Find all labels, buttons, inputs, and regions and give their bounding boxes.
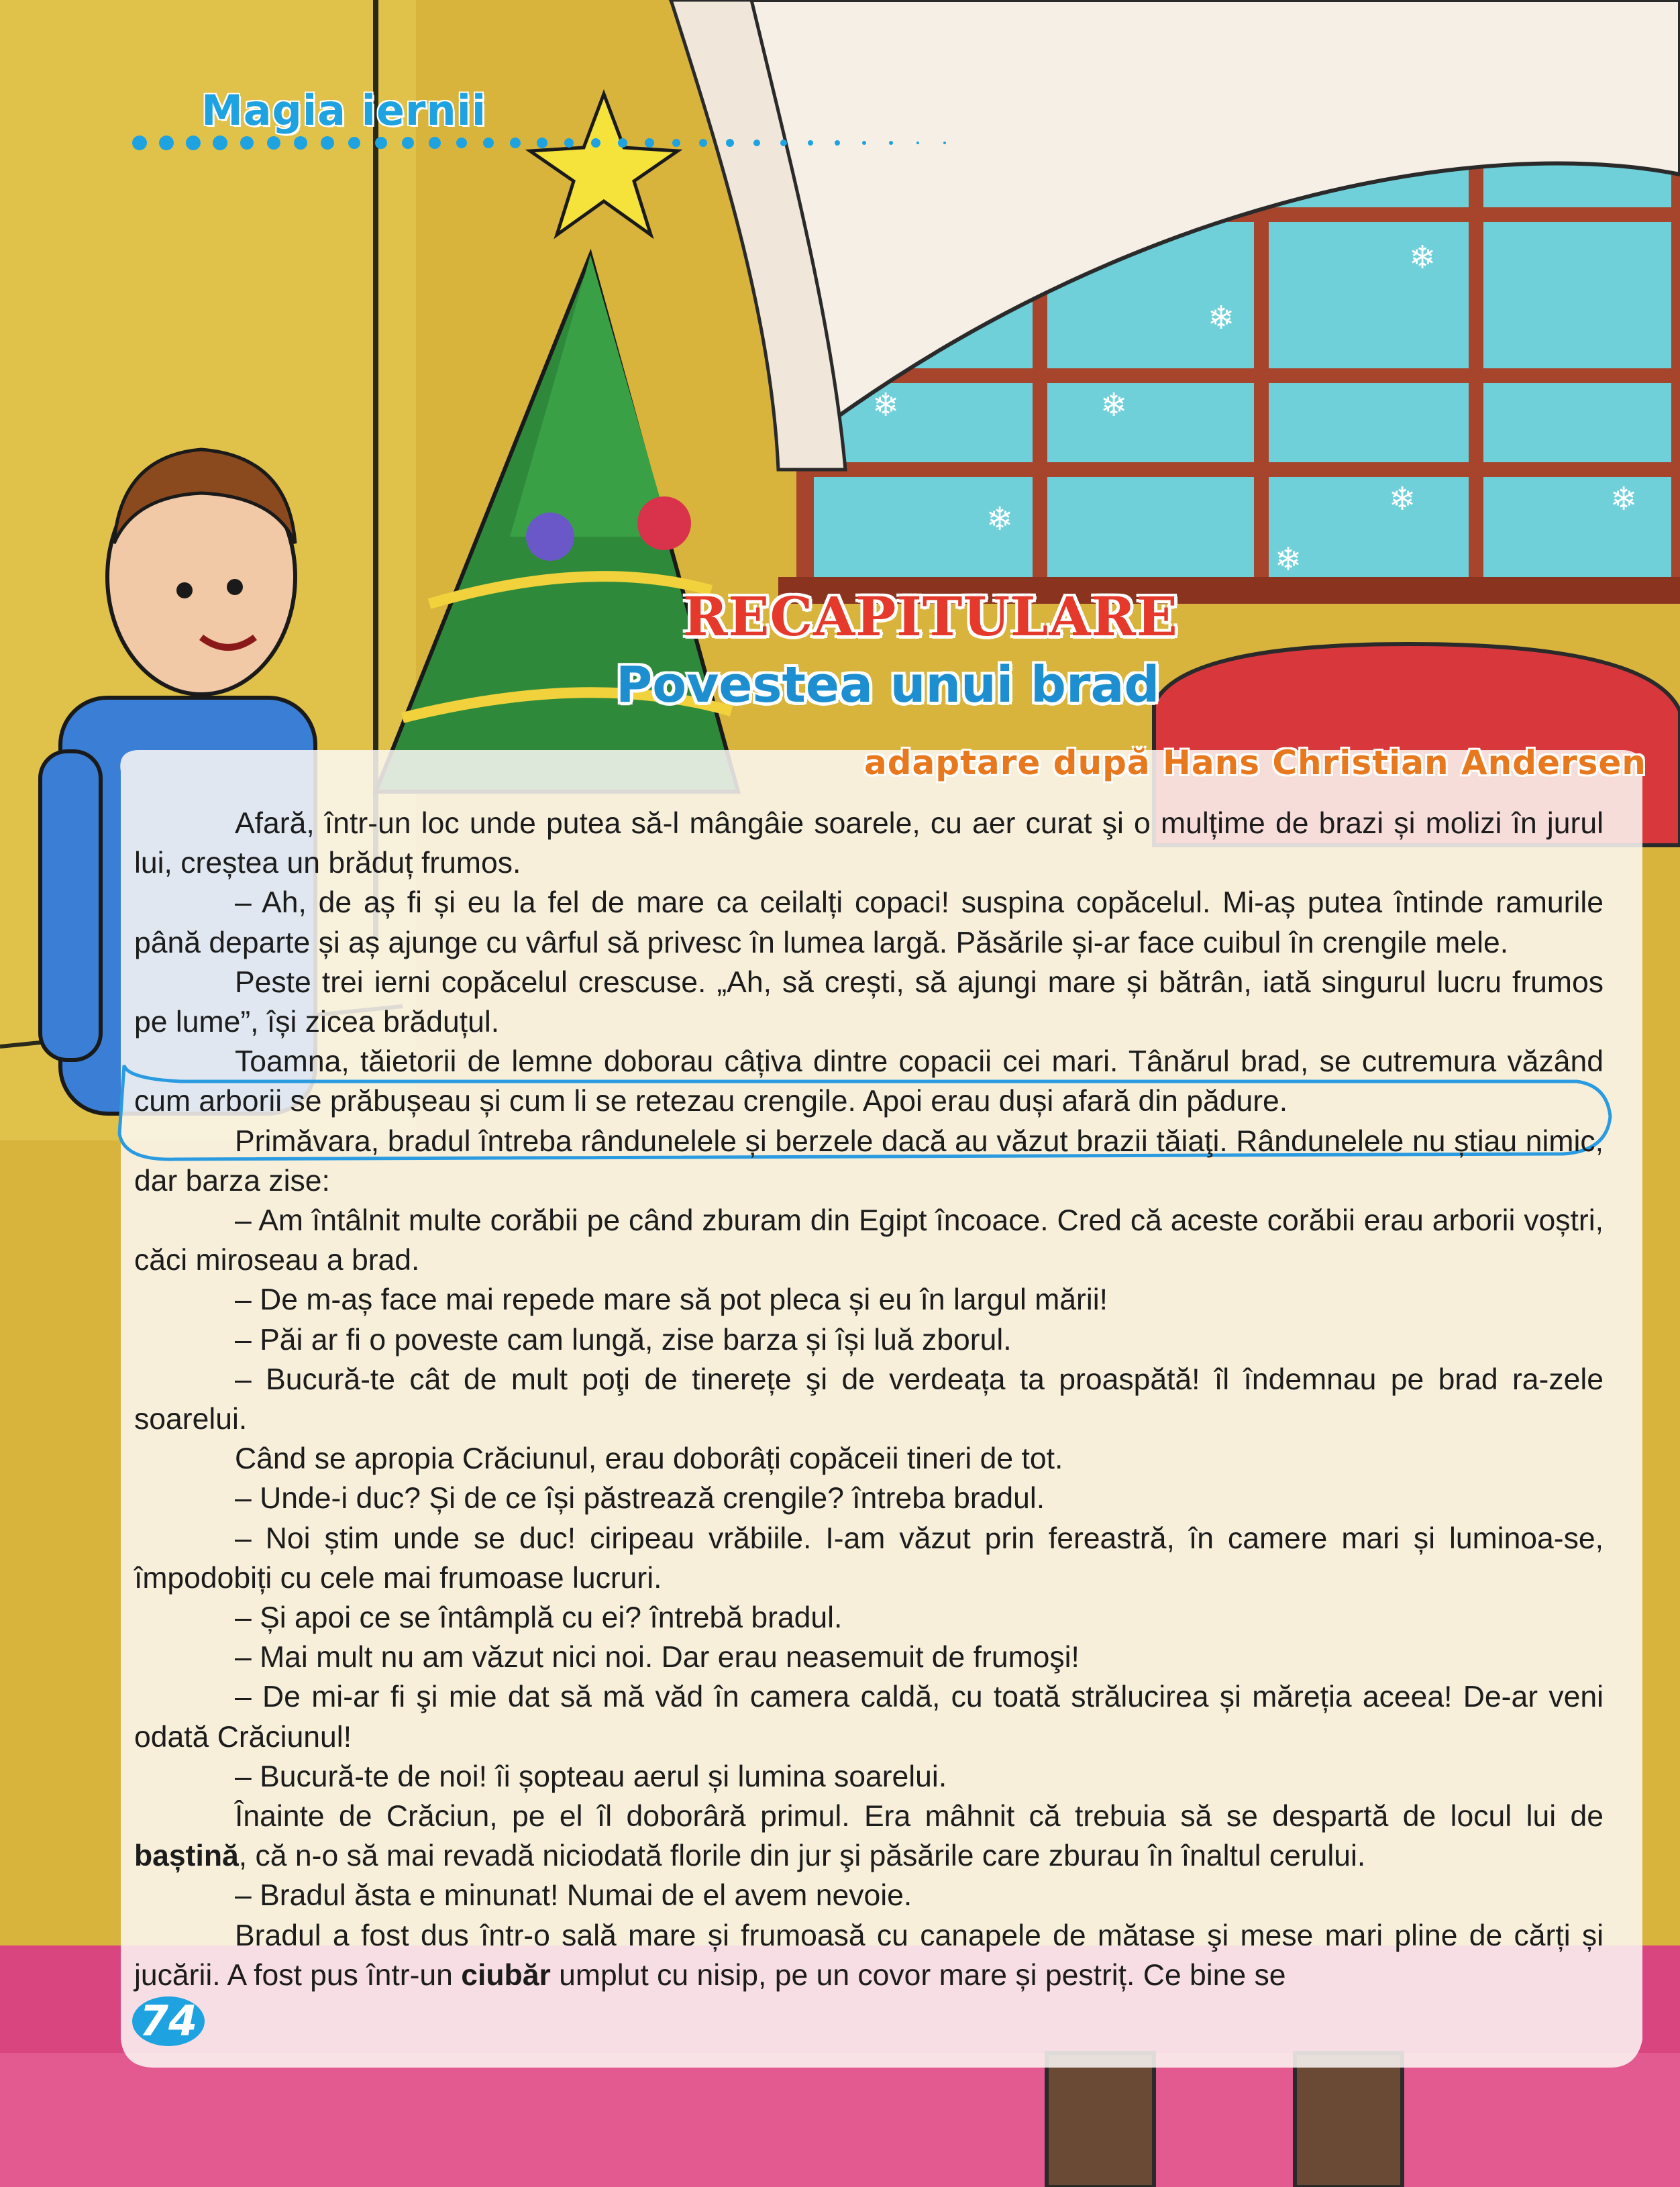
story-paragraph: – Păi ar fi o poveste cam lungă, zise barza și își luă zborul. (235, 1323, 1012, 1356)
story-text-panel (134, 804, 1604, 2085)
story-title: Povestea unui brad (616, 656, 1160, 714)
story-paragraph: – Am întâlnit multe corăbii pe când zburam din Egipt încoace. Cred că aceste corăbii erau arborii voștri, căci miroseau a brad. (134, 1204, 1604, 1277)
svg-text:❄: ❄ (1275, 541, 1302, 578)
svg-text:❄: ❄ (1409, 239, 1436, 276)
story-paragraph: – De m-aș face mai repede mare să pot pleca și eu în largul mării! (235, 1283, 1108, 1317)
story-paragraph: – Unde-i duc? Și de ce își păstrează crengile? întreba bradul. (235, 1482, 1045, 1515)
story-paragraph (134, 1916, 1604, 1995)
text-run: Înainte de Crăciun, pe el îl doborâră primul. Era mâhnit că trebuia să se despartă de locul lui de (235, 1800, 1604, 1833)
svg-text:❄: ❄ (1100, 386, 1128, 424)
text-run: , că n-o să mai revadă niciodată florile din jur şi păsările care zburau în înaltul cerului. (238, 1839, 1366, 1873)
story-paragraph: – Mai mult nu am văzut nici noi. Dar erau neasemuit de frumoşi! (235, 1641, 1080, 1674)
story-paragraph: – Bradul ăsta e minunat! Numai de el avem nevoie. (235, 1879, 912, 1913)
story-paragraph: – Noi știm unde se duc! ciripeau vrăbiile. I-am văzut prin fereastră, în camere mari și luminoa-se, împodobiți cu cele mai frumoase lucruri. (134, 1522, 1604, 1595)
text-run: Bradul a fost dus într-o sală mare și frumoasă cu canapele de mătase şi mese mari pline de cărți și jucării. A fost pus într-un (134, 1919, 1604, 1992)
story-paragraph: Afară, într-un loc unde putea să-l mângâie soarele, cu aer curat şi o mulțime de brazi și molizi în jurul lui, creștea un brăduț frumos. (134, 807, 1604, 880)
author-credit: adaptare după Hans Christian Andersen (864, 743, 1646, 782)
story-paragraph: Când se apropia Crăciunul, erau doborâți copăceii tineri de tot. (235, 1442, 1063, 1476)
story-paragraph: Peste trei ierni copăcelul crescuse. „Ah, să crești, să ajungi mare și bătrân, iată singurul lucru frumos pe lume”, își zicea brăduțul. (134, 965, 1604, 1039)
story-paragraph: – Bucură-te de noi! îi șopteau aerul și lumina soarelui. (235, 1760, 947, 1793)
svg-text:❄: ❄ (1610, 480, 1638, 518)
recap-heading: RECAPITULARE (683, 585, 1178, 648)
page-number-text: 74 (139, 1996, 198, 2045)
svg-text:❄: ❄ (986, 500, 1014, 538)
story-paragraph: – De mi-ar fi şi mie dat să mă văd în camera caldă, cu toată strălucirea și măreția aceea! De-ar veni odată Crăciunul! (134, 1681, 1604, 1754)
section-title: Magia iernii (201, 86, 487, 135)
story-paragraph: – Bucură-te cât de mult poţi de tinerețe şi de verdeața ta proaspătă! îl îndemnau pe brad ra-zele soarelui. (134, 1363, 1604, 1436)
story-body (134, 804, 1604, 1995)
vocabulary-word-ciubar: ciubăr (461, 1958, 551, 1992)
dotted-divider (132, 133, 957, 153)
story-paragraph-highlighted: Toamna, tăietorii de lemne doborau câțiva dintre copacii cei mari. Tânărul brad, se cutremura văzând cum arborii se prăbușeau și cum li se retezau crengile. Apoi erau duși afară din pădure. (134, 1045, 1604, 1118)
svg-text:❄: ❄ (1208, 299, 1235, 337)
vocabulary-word-bastina: baștină (134, 1839, 239, 1873)
svg-text:❄: ❄ (1389, 480, 1416, 518)
story-paragraph (134, 1797, 1604, 1876)
story-paragraph: – Și apoi ce se întâmplă cu ei? întrebă bradul. (235, 1601, 843, 1635)
story-paragraph: – Ah, de aș fi și eu la fel de mare ca ceilalți copaci! suspina copăcelul. Mi-aș putea întinde ramurile până departe și aș ajunge cu vârful să privesc în lumea largă. Păsările și-ar face cuibul în crengile mele. (134, 886, 1604, 959)
story-paragraph: Primăvara, bradul întreba rândunelele și berzele dacă au văzut brazii tăiaţi. Rândunelele nu știau nimic, dar barza zise: (134, 1124, 1604, 1197)
svg-text:❄: ❄ (872, 386, 900, 424)
page-number (132, 1995, 205, 2047)
text-run: umplut cu nisip, pe un covor mare și pestriț. Ce bine se (550, 1958, 1286, 1992)
